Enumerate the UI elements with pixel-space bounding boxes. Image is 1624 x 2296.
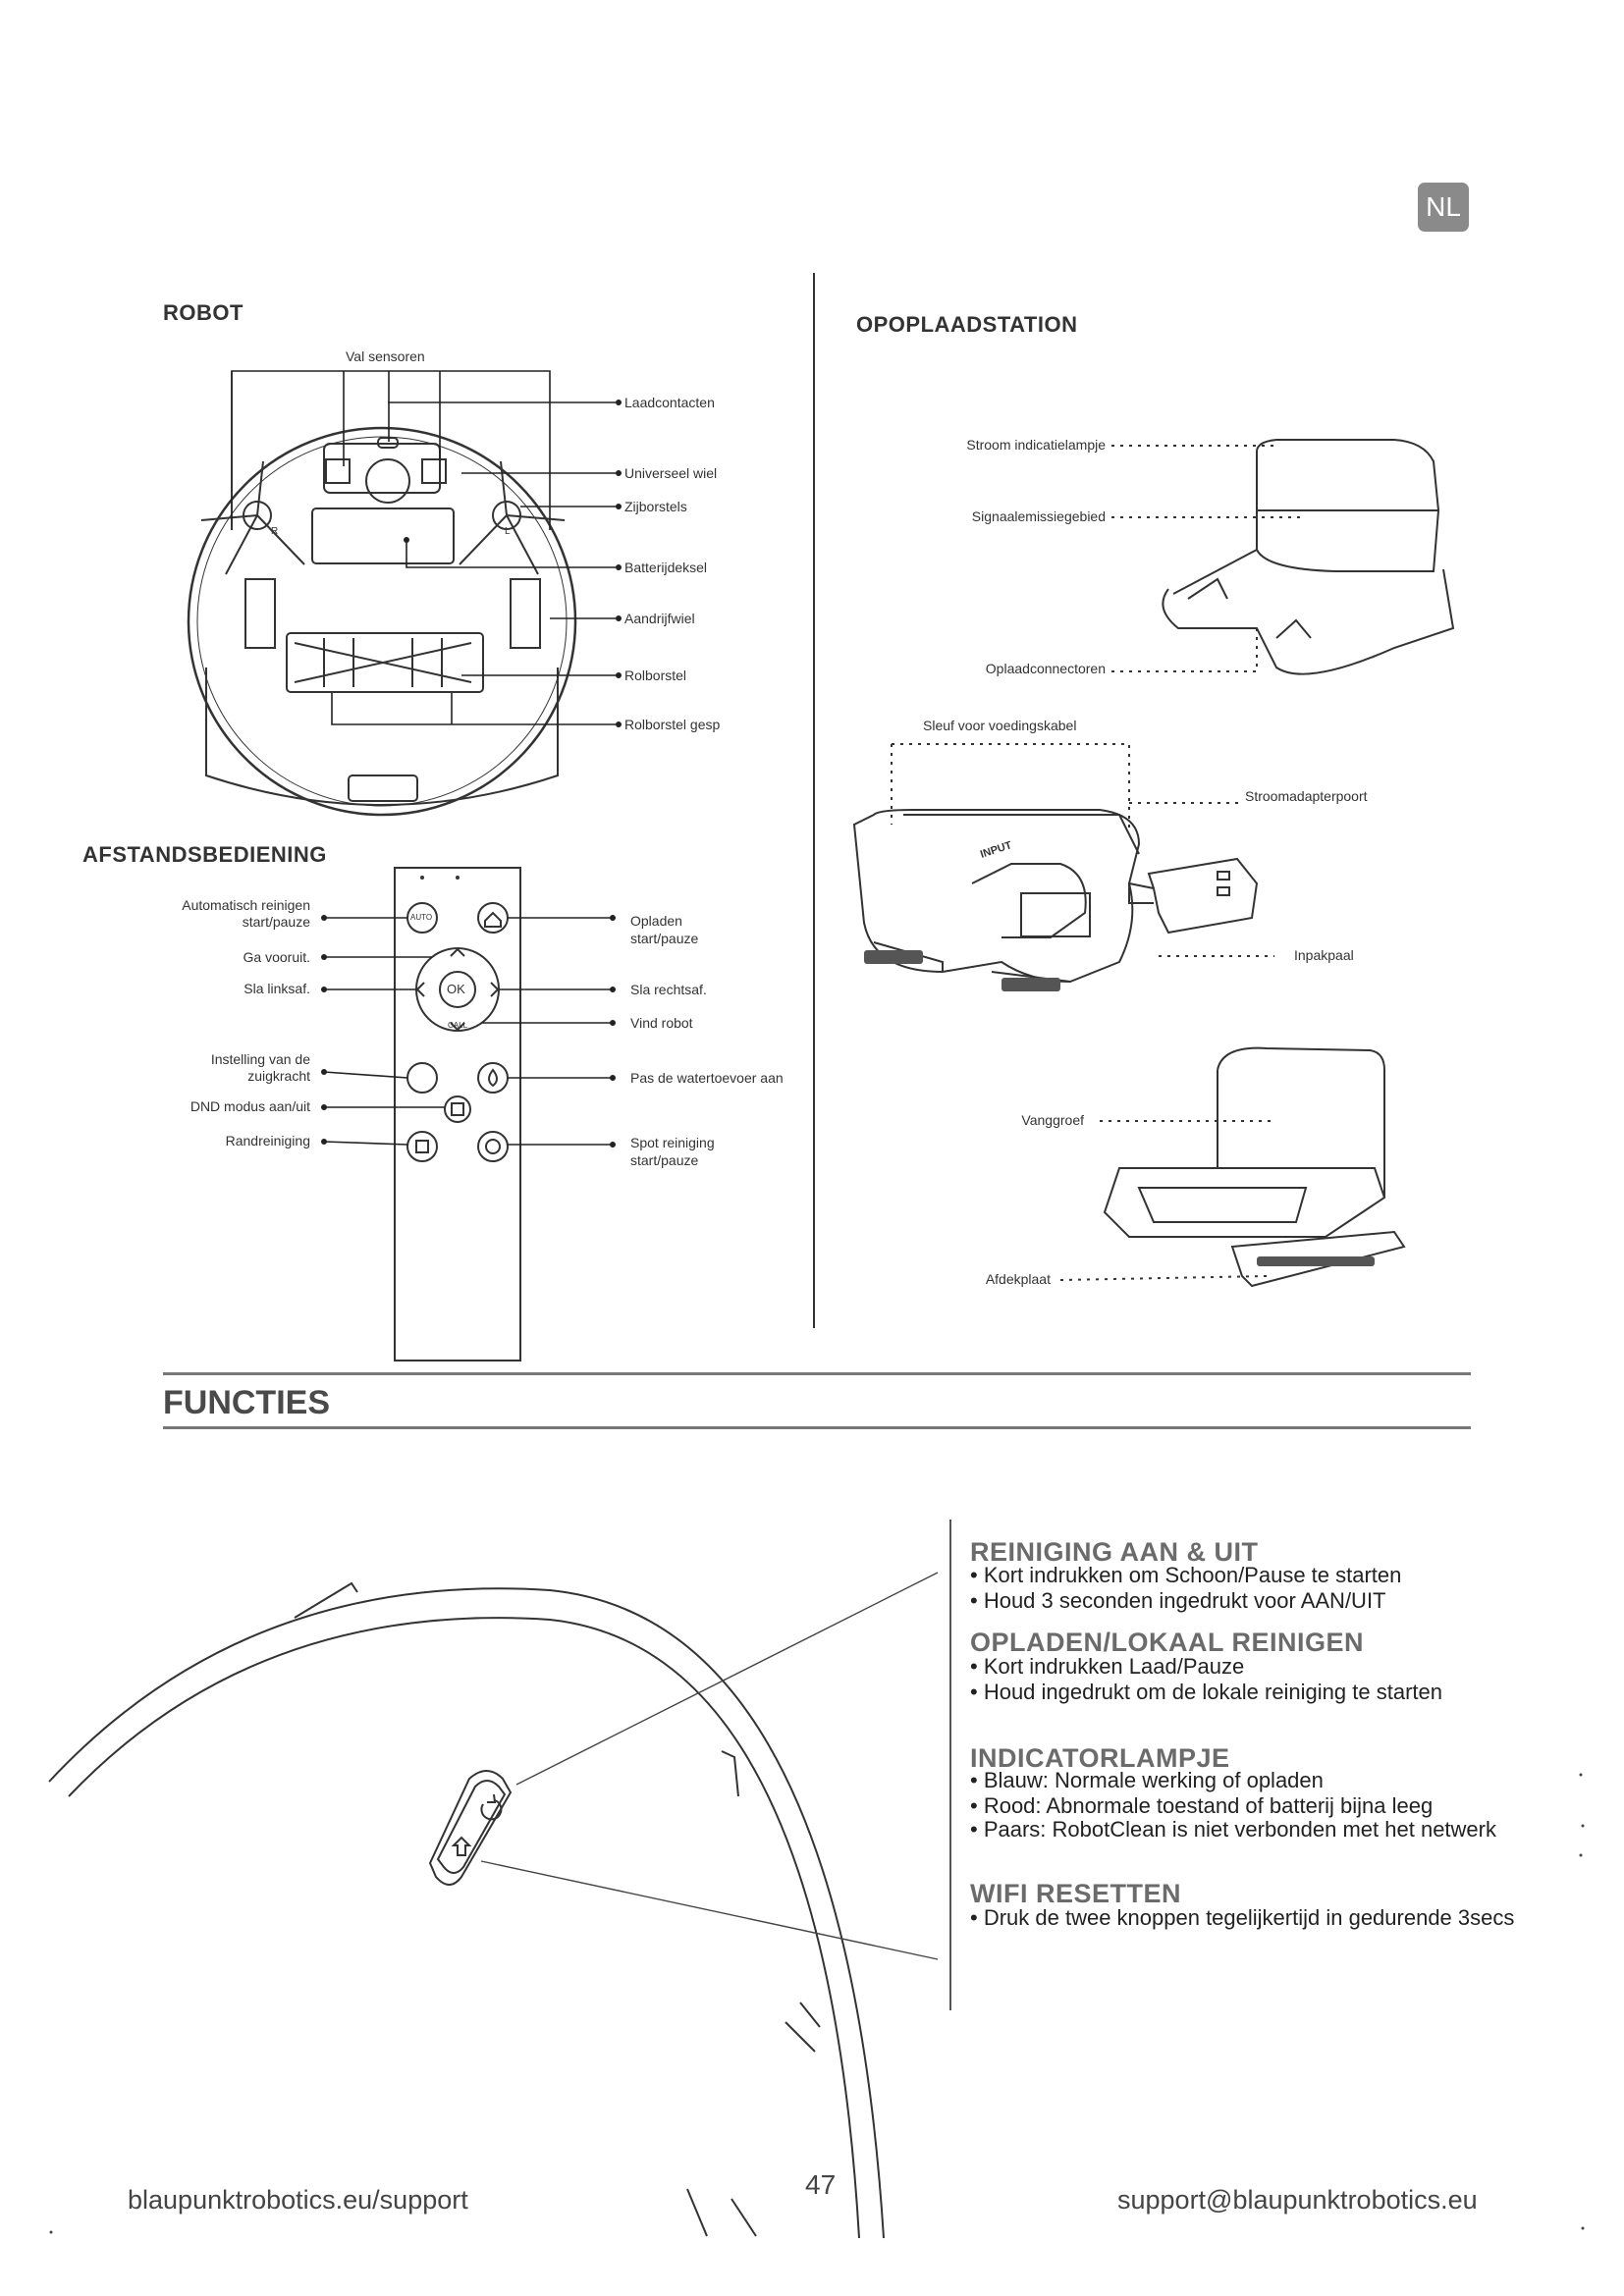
remote-label-find-robot: Vind robot — [630, 1015, 693, 1031]
station-label-stroomadapterpoort: Stroomadapterpoort — [1245, 788, 1368, 804]
func-line: • Blauw: Normale werking of opladen — [970, 1768, 1324, 1792]
robot-label-laadcontacten: Laadcontacten — [624, 395, 715, 410]
remote-label-suction: Instelling van de zuigkracht — [210, 1051, 310, 1084]
remote-button-call: CALL — [448, 1021, 468, 1030]
robot-heading: ROBOT — [163, 300, 244, 325]
robot-label-zijborstels: Zijborstels — [624, 499, 687, 514]
remote-button-auto: AUTO — [410, 913, 433, 922]
func-line: • Houd ingedrukt om de lokale reiniging te starten — [970, 1680, 1442, 1704]
func-heading-reiniging: REINIGING AAN & UIT — [970, 1537, 1259, 1567]
robot-label-val-sensoren: Val sensoren — [346, 348, 425, 364]
station-heading: OPOPLAADSTATION — [856, 312, 1078, 337]
station-label-sleuf-voedingskabel: Sleuf voor voedingskabel — [923, 718, 1077, 733]
func-line: • Houd 3 seconden ingedrukt voor AAN/UIT — [970, 1588, 1386, 1613]
func-line: • Kort indrukken om Schoon/Pause te starten — [970, 1563, 1402, 1587]
remote-label-forward: Ga vooruit. — [243, 949, 310, 965]
remote-label-turn-right: Sla rechtsaf. — [630, 982, 707, 997]
remote-label-edge-clean: Randreiniging — [225, 1133, 310, 1148]
remote-heading: AFSTANDSBEDIENING — [82, 842, 327, 867]
footer-support-url: blaupunktrobotics.eu/support — [128, 2185, 468, 2215]
station-label-afdekplaat: Afdekplaat — [985, 1271, 1051, 1287]
functies-heading: FUNCTIES — [163, 1384, 330, 1421]
func-heading-indicator: INDICATORLAMPJE — [970, 1743, 1230, 1773]
wheel-mark-left: L — [505, 526, 511, 537]
station-label-signaalemissiegebied: Signaalemissiegebied — [971, 508, 1106, 524]
footer-support-email: support@blaupunktrobotics.eu — [1117, 2185, 1478, 2215]
remote-label-water: Pas de watertoevoer aan — [630, 1070, 784, 1086]
functies-divider — [949, 1520, 951, 2010]
remote-button-ok: OK — [447, 982, 465, 996]
station-label-inpakpaal: Inpakpaal — [1294, 947, 1354, 963]
func-line: • Kort indrukken Laad/Pauze — [970, 1654, 1245, 1679]
func-line: • Rood: Abnormale toestand of batterij bijna leeg — [970, 1793, 1434, 1818]
remote-label-dnd: DND modus aan/uit — [189, 1098, 310, 1114]
remote-label-turn-left: Sla linksaf. — [244, 981, 310, 996]
func-heading-opladen: OPLADEN/LOKAAL REINIGEN — [970, 1628, 1365, 1657]
station-label-stroom-indicatielampje: Stroom indicatielampje — [966, 437, 1106, 453]
robot-label-aandrijfwiel: Aandrijfwiel — [624, 611, 695, 626]
robot-label-rolborstel: Rolborstel — [624, 667, 687, 683]
page-number: 47 — [805, 2169, 837, 2200]
robot-label-rolborstel-gesp: Rolborstel gesp — [624, 717, 721, 732]
remote-label-auto-clean: Automatisch reinigen start/pauze — [182, 897, 310, 930]
station-label-oplaadconnectoren: Oplaadconnectoren — [985, 661, 1106, 676]
robot-label-batterijdeksel: Batterijdeksel — [624, 560, 708, 575]
func-line: • Paars: RobotClean is niet verbonden met het netwerk — [970, 1817, 1496, 1842]
wheel-mark-right: R — [271, 526, 279, 537]
language-badge: NL — [1418, 183, 1469, 232]
station-label-vanggroef: Vanggroef — [1021, 1112, 1084, 1128]
remote-label-charge: Opladen start/pauze — [630, 913, 699, 946]
func-heading-wifi: WIFI RESETTEN — [970, 1879, 1181, 1908]
robot-label-universeel-wiel: Universeel wiel — [624, 465, 718, 481]
func-line: • Druk de twee knoppen tegelijkertijd in gedurende 3secs — [970, 1905, 1515, 1930]
station-input-mark: INPUT — [978, 839, 1014, 861]
remote-label-spot-clean: Spot reiniging start/pauze — [630, 1135, 715, 1168]
